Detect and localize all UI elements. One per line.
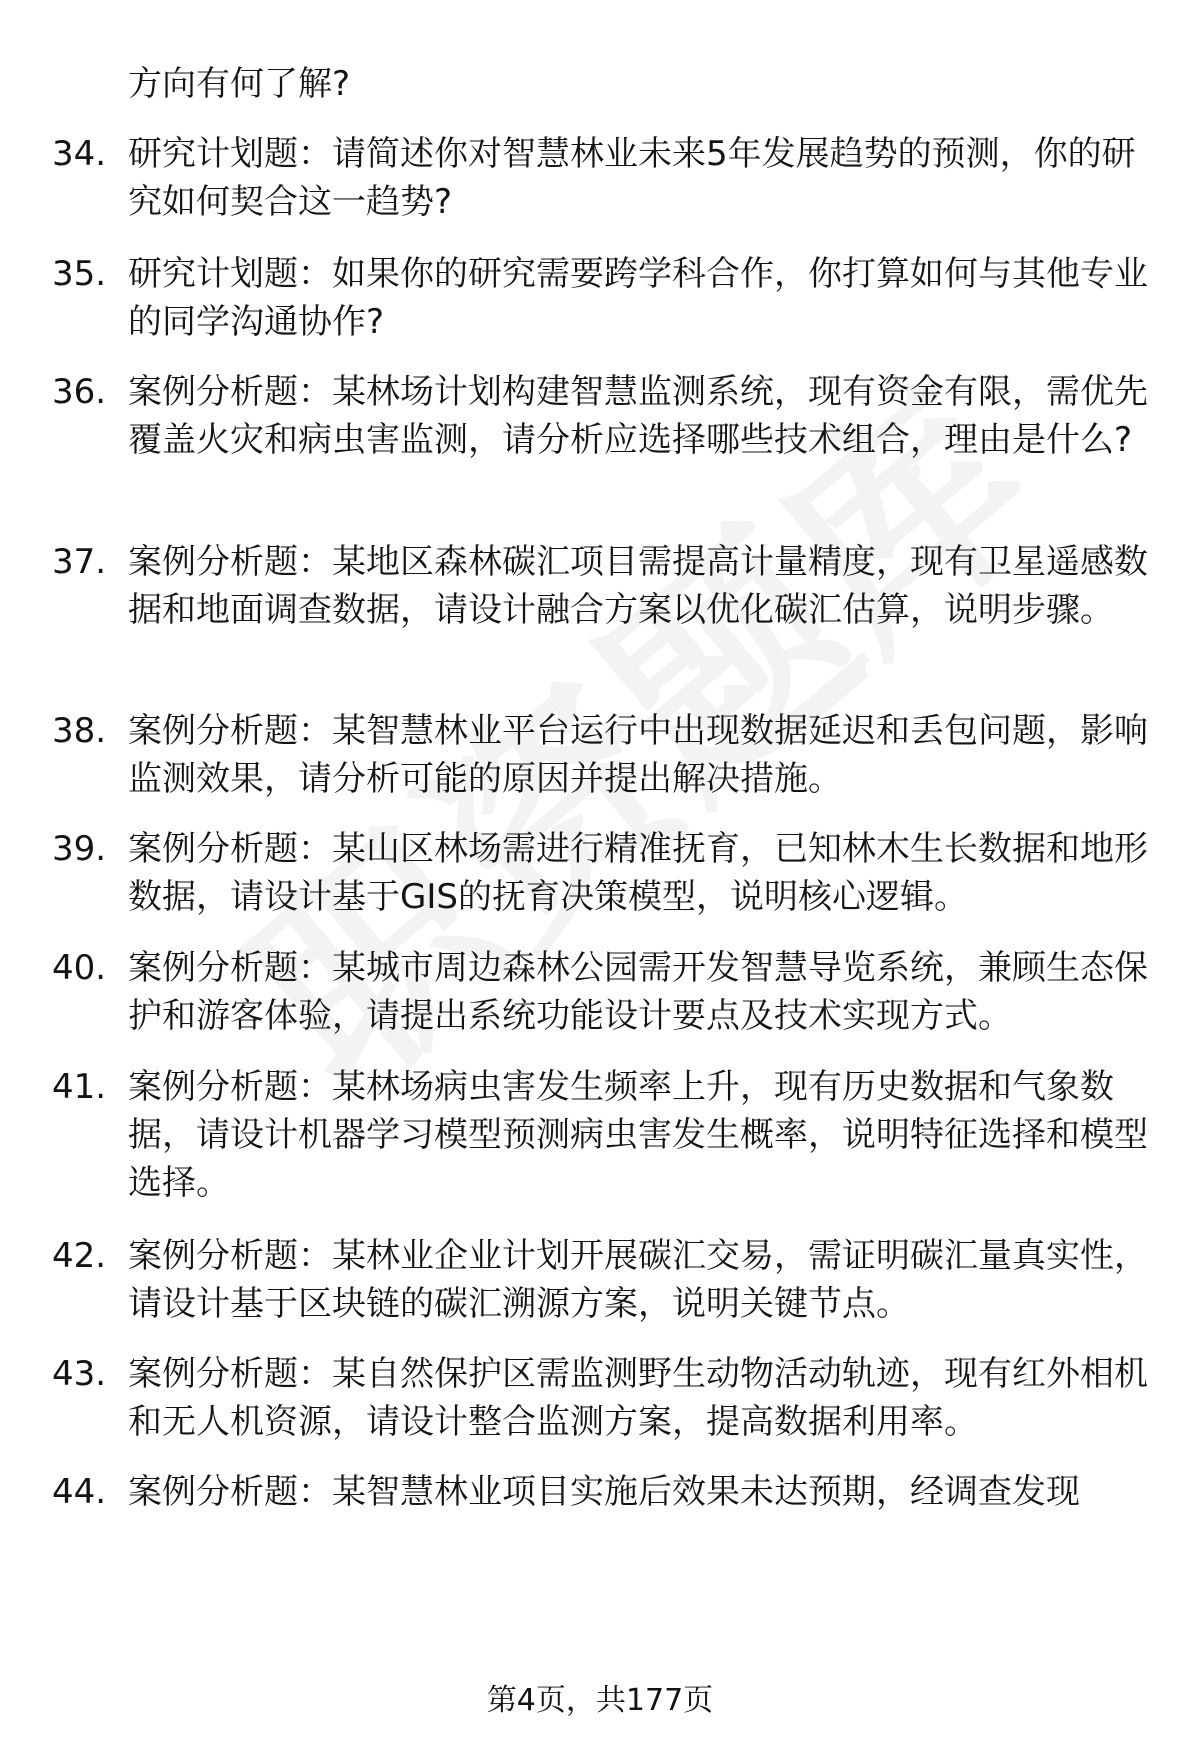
question-number: 37. <box>52 542 107 582</box>
question-number: 36. <box>52 372 107 412</box>
question-number: 39. <box>52 829 107 869</box>
question-text: 案例分析题：某智慧林业平台运行中出现数据延迟和丢包问题，影响监测效果，请分析可能的原因并提出解决措施。 <box>128 711 1148 799</box>
question-text: 案例分析题：某城市周边森林公园需开发智慧导览系统，兼顾生态保护和游客体验，请提出系统功能设计要点及技术实现方式。 <box>128 948 1148 1036</box>
page-footer: 第4页，共177页 <box>486 1683 714 1718</box>
question-text: 案例分析题：某自然保护区需监测野生动物活动轨迹，现有红外相机和无人机资源，请设计整合监测方案，提高数据利用率。 <box>128 1354 1148 1442</box>
question-text: 案例分析题：某林场计划构建智慧监测系统，现有资金有限，需优先覆盖火灾和病虫害监测，请分析应选择哪些技术组合，理由是什么? <box>128 372 1148 460</box>
question-text: 研究计划题：请简述你对智慧林业未来5年发展趋势的预测，你的研究如何契合这一趋势? <box>128 134 1136 222</box>
question-number: 34. <box>52 134 107 174</box>
question-number: 44. <box>52 1472 107 1512</box>
question-number: 41. <box>52 1067 107 1107</box>
question-text: 案例分析题：某地区森林碳汇项目需提高计量精度，现有卫星遥感数据和地面调查数据，请设计融合方案以优化碳汇估算，说明步骤。 <box>128 542 1148 630</box>
question-number: 43. <box>52 1354 107 1394</box>
question-text: 案例分析题：某智慧林业项目实施后效果未达预期，经调查发现 <box>128 1472 1080 1512</box>
question-text: 案例分析题：某林业企业计划开展碳汇交易，需证明碳汇量真实性，请设计基于区块链的碳汇溯源方案，说明关键节点。 <box>128 1236 1148 1324</box>
question-number: 40. <box>52 948 107 988</box>
question-number: 42. <box>52 1236 107 1276</box>
question-number: 38. <box>52 711 107 751</box>
question-text: 案例分析题：某山区林场需进行精准抚育，已知林木生长数据和地形数据，请设计基于GIS的抚育决策模型，说明核心逻辑。 <box>128 829 1148 917</box>
question-number: 35. <box>52 254 107 294</box>
question-text: 研究计划题：如果你的研究需要跨学科合作，你打算如何与其他专业的同学沟通协作? <box>128 254 1148 342</box>
question-text: 案例分析题：某林场病虫害发生频率上升，现有历史数据和气象数据，请设计机器学习模型预测病虫害发生概率，说明特征选择和模型选择。 <box>128 1067 1148 1203</box>
question-33-continuation: 方向有何了解? <box>128 64 351 104</box>
